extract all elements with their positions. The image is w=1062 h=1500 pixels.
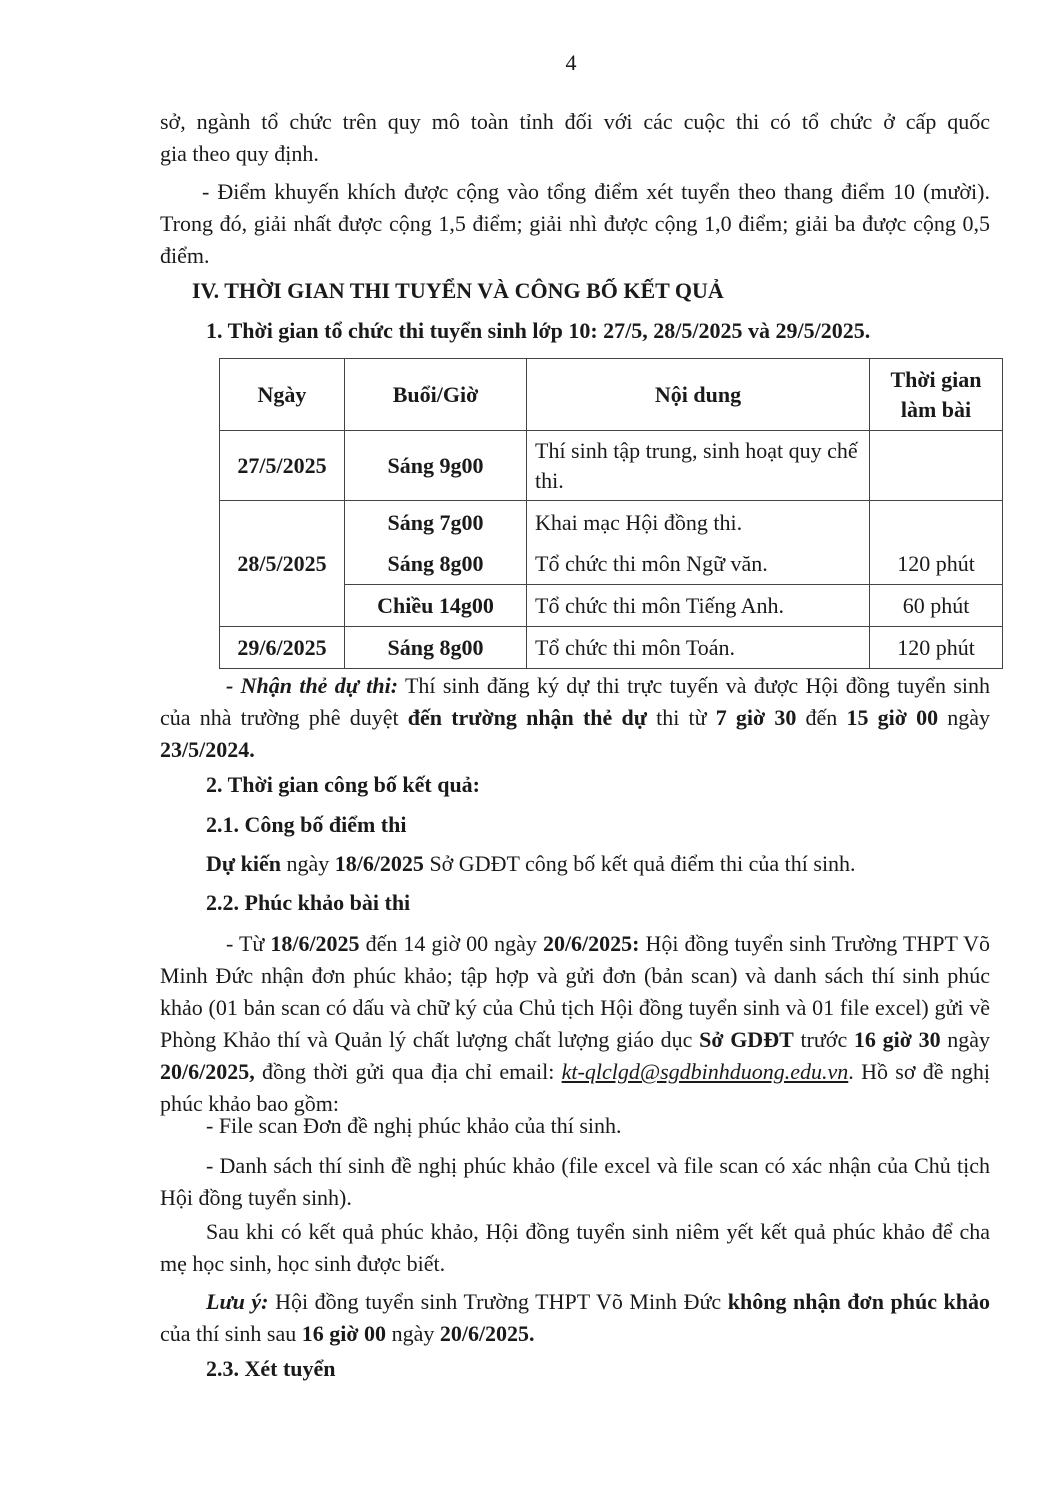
subheading-exam-schedule: 1. Thời gian tổ chức thi tuyển sinh lớp 10: 27/5, 28/5/2025 và 29/5/2025. [206,318,871,343]
cell-content: Tổ chức thi môn Toán. [527,627,870,669]
table-header-row [220,359,1003,431]
header-noi-dung: Nội dung [527,359,870,431]
cell-content: Thí sinh tập trung, sinh hoạt quy chế thi. [527,431,870,501]
cell-duration [870,431,1003,501]
subheading-score-announcement: 2.1. Công bố điểm thi [206,812,407,837]
content-line: Khai mạc Hội đồng thi. [535,509,743,535]
cell-duration: 120 phút [870,627,1003,669]
cell-content [527,501,870,585]
page-number: 4 [565,50,577,75]
subheading-review: 2.2. Phúc khảo bài thi [206,890,411,915]
duration-value: 120 phút [897,550,975,576]
bonus-points-paragraph: - Điểm khuyến khích được cộng vào tổng điểm xét tuyển theo thang điểm 10 (mười). Trong đó, giải nhất được cộng 1,5 điểm; giải nhì được cộng 1,0 điểm; giải ba được cộng 0,5 điểm. [160,179,990,268]
table-row [220,431,1003,501]
cell-duration [870,501,1003,585]
cell-duration: 60 phút [870,585,1003,627]
cell-date: 27/5/2025 [220,431,345,501]
candidate-list-item: - Danh sách thí sinh đề nghị phúc khảo (file excel và file scan có xác nhận của Chủ tịch Hội đồng tuyển sinh). [160,1153,990,1210]
table-row [220,501,1003,585]
cell-date: 29/6/2025 [220,627,345,669]
exam-card-label: - Nhận thẻ dự thi: [226,673,399,698]
header-ngay: Ngày [220,359,345,431]
file-scan-item: - File scan Đơn đề nghị phúc khảo của thí sinh. [206,1113,622,1138]
subheading-admission: 2.3. Xét tuyển [206,1356,336,1381]
session-time: Sáng 7g00 [387,509,484,535]
cell-content: Tổ chức thi môn Tiếng Anh. [527,585,870,627]
cell-session [345,501,527,585]
expected-date-paragraph: Dự kiến ngày 18/6/2025 Sở GDĐT công bố kết quả điểm thi của thí sinh. [206,851,856,876]
note-label: Lưu ý: [206,1289,269,1314]
cell-session: Sáng 9g00 [345,431,527,501]
table-row [220,627,1003,669]
cell-date: 28/5/2025 [220,501,345,627]
paragraph-line: gia theo quy định. [160,141,319,166]
subheading-results: 2. Thời gian công bố kết quả: [206,772,481,797]
cell-session: Chiều 14g00 [345,585,527,627]
header-thoi-gian: Thời gian làm bài [870,359,1003,431]
section-heading-iv: IV. THỜI GIAN THI TUYỂN VÀ CÔNG BỐ KẾT QUẢ [192,278,724,303]
content-line: Tổ chức thi môn Ngữ văn. [535,550,768,576]
email-link[interactable]: kt-qlclgd@sgdbinhduong.edu.vn [561,1059,849,1084]
header-buoi-gio: Buổi/Giờ [345,359,527,431]
exam-card-paragraph: - Nhận thẻ dự thi: Thí sinh đăng ký dự thi trực tuyến và được Hội đồng tuyển sinh của nhà trường phê duyệt đến trường nhận thẻ dự thi từ 7 giờ 30 đến 15 giờ 00 ngày 23/5/2024. [160,673,991,762]
note-paragraph: Lưu ý: Hội đồng tuyển sinh Trường THPT Võ Minh Đức không nhận đơn phúc khảo của thí sinh sau 16 giờ 00 ngày 20/6/2025. [160,1289,990,1346]
cell-session: Sáng 8g00 [345,627,527,669]
session-time: Sáng 8g00 [387,550,484,576]
exam-schedule-table [219,358,1003,669]
after-review-paragraph: Sau khi có kết quả phúc khảo, Hội đồng tuyển sinh niêm yết kết quả phúc khảo để cha mẹ học sinh, học sinh được biết. [160,1219,990,1276]
paragraph-line: sở, ngành tổ chức trên quy mô toàn tỉnh đối với các cuộc thi có tổ chức ở cấp quốc [160,109,990,134]
review-paragraph: - Từ 18/6/2025 đến 14 giờ 00 ngày 20/6/2025: Hội đồng tuyển sinh Trường THPT Võ Minh Đức nhận đơn phúc khảo; tập hợp và gửi đơn (bản scan) và danh sách thí sinh phúc khảo (01 bản scan có dấu và chữ ký của Chủ tịch Hội đồng tuyển sinh và 01 file excel) gửi về Phòng Khảo thí và Quản lý chất lượng chất lượng giáo dục Sở GDĐT trước 16 giờ 30 ngày 20/6/2025, đồng thời gửi qua địa chỉ email: kt-qlclgd@sgdbinhduong.edu.vn. Hồ sơ đề nghị phúc khảo bao gồm: [160,931,991,1116]
